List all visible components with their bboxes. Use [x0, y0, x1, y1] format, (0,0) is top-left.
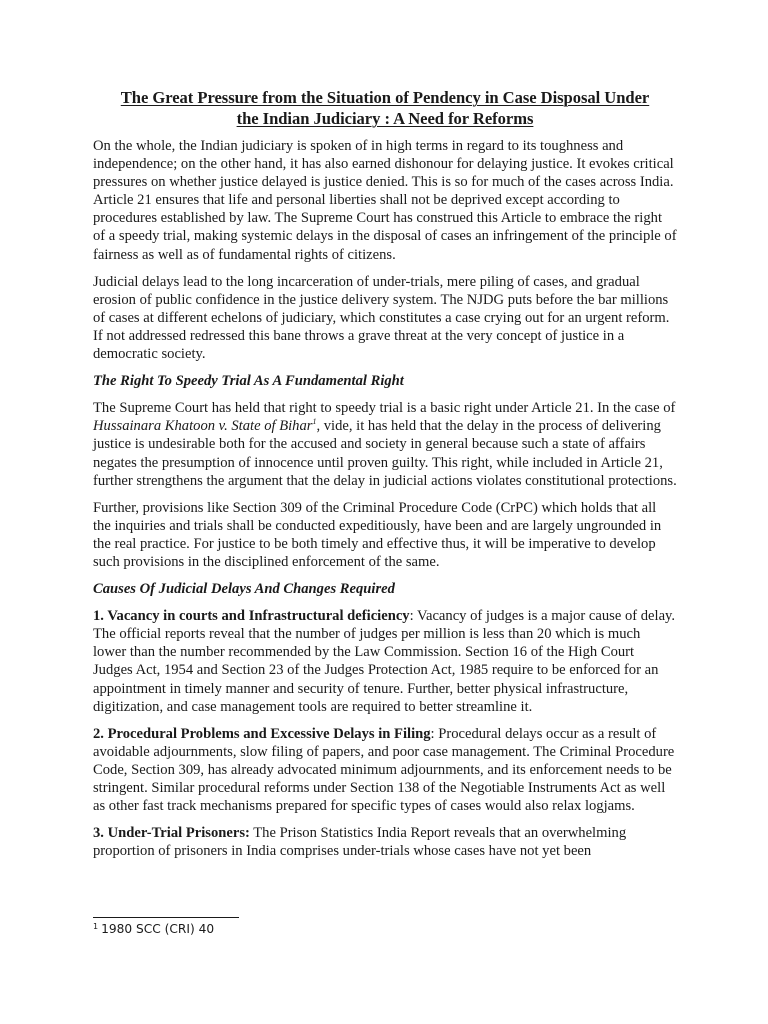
speedy-trial-paragraph-2: Further, provisions like Section 309 of the Criminal Procedure Code (CrPC) which holds that all the inquiries and trials shall be conducted expeditiously, have been and are largely ungrounded in the real practice. For justice to be both timely and effective thus, it will be imperative to develop such provisions in the disciplined enforcement of the same. [93, 499, 662, 570]
cause-item-lead: 3. Under-Trial Prisoners: [93, 825, 250, 842]
cause-item-under-trial [93, 824, 677, 860]
cause-item-lead: 1. Vacancy in courts and Infrastructural deficiency [93, 608, 410, 625]
footnote [93, 919, 214, 937]
document-title [93, 88, 677, 129]
footnote-reference[interactable]: 1 [312, 417, 317, 427]
cause-item-text: Vacancy of judges is a major cause of delay. The official reports reveal that the number of judges per million is less than 20 which is much lower than the number recommended by the Law Commission. Section 16 of the High Court Judges Act, 1954 and Section 23 of the Judges Protection Act, 1985 require to be enforced for an appointment in timely manner and security of tenure. Further, better physical infrastructure, digitization, and case management tools are required to better streamline it. [93, 608, 676, 715]
text-before-case: The Supreme Court has held that right to speedy trial is a basic right under Article 21. In the case of [93, 400, 676, 417]
cause-item-separator: : [409, 608, 414, 625]
footnote-mark: 1 [93, 922, 99, 931]
section-heading-causes: Causes Of Judicial Delays And Changes Required [93, 581, 395, 598]
cause-item-separator: : [430, 725, 435, 742]
speedy-trial-paragraph-1 [93, 399, 677, 489]
intro-paragraph-1: On the whole, the Indian judiciary is spoken of in high terms in regard to its toughness and independence; on the other hand, it has also earned dishonour for delaying justice. It evokes critical pressures on whether justice delayed is justice denied. This is so for much of the cases across India. Article 21 ensures that life and personal liberties shall not be deprived except according to procedures established by law. The Supreme Court has construed this Article to embrace the right of a speedy trial, making systemic delays in the disposal of cases an infringement of the principle of fairness as well as of fundamental rights of citizens. [93, 138, 677, 263]
document-page [93, 88, 677, 869]
title-line-1: The Great Pressure from the Situation of Pendency in Case Disposal Under [120, 88, 650, 107]
section-heading-speedy-trial: The Right To Speedy Trial As A Fundamental Right [93, 373, 404, 390]
text-after-case: , vide, it has held that the delay in the process of delivering justice is undesirable both for the accused and society in general because such a state of affairs negates the presumption of innocence until proven guilty. This right, while included in Article 21, further strengthens the argument that the delay in judicial actions violates constitutional protections. [93, 418, 677, 489]
cause-item-text: The Prison Statistics India Report reveals that an overwhelming proportion of prisoners in India comprises under-trials whose cases have not yet been [93, 825, 627, 860]
cause-item-procedural [93, 725, 677, 815]
cause-item-text: Procedural delays occur as a result of avoidable adjournments, slow filing of papers, and poor case management. The Criminal Procedure Code, Section 309, has already advocated minimum adjournments, and its enforcement needs to be stringent. Similar procedural reforms under Section 138 of the Negotiable Instruments Act as well as other fast track mechanisms prepared for specific types of cases would also relax logjams. [93, 725, 675, 815]
cause-item-lead: 2. Procedural Problems and Excessive Delays in Filing [93, 725, 431, 742]
case-name: Hussainara Khatoon v. State of Bihar [93, 418, 313, 435]
intro-paragraph-2: Judicial delays lead to the long incarceration of under-trials, mere piling of cases, and gradual erosion of public confidence in the justice delivery system. The NJDG puts before the bar millions of cases at different echelons of judiciary, which constitutes a case crying out for an urgent reform. If not addressed redressed this bane throws a grave threat at the very concept of justice in a democratic society. [93, 273, 670, 363]
footnote-text: 1980 SCC (CRI) 40 [101, 922, 215, 936]
title-line-2: the Indian Judiciary : A Need for Reforms [236, 108, 534, 128]
cause-item-vacancy [93, 607, 677, 716]
footnote-divider [93, 917, 239, 918]
